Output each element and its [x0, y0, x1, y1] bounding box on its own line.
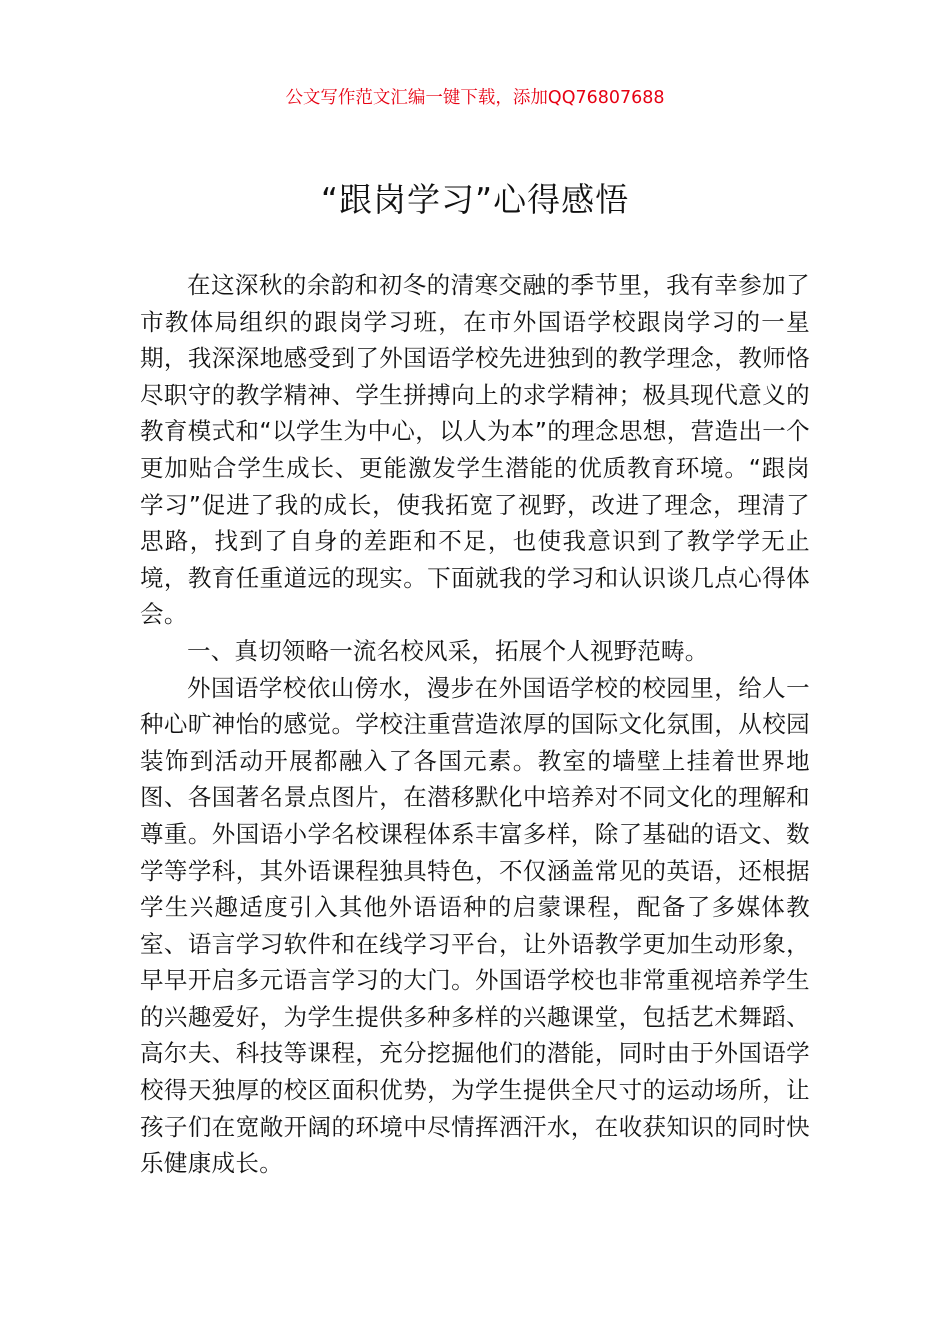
document-body	[140, 267, 810, 1182]
section-heading-1: 一、真切领略一流名校风采，拓展个人视野范畴。	[187, 636, 709, 665]
document-title: “跟岗学习”心得感悟	[320, 180, 630, 219]
paragraph-intro: 在这深秋的余韵和初冬的清寒交融的季节里，我有幸参加了市教体局组织的跟岗学习班，在市外国语学校跟岗学习的一星期，我深深地感受到了外国语学校先进独到的教学理念，教师恪尽职守的教学精神、学生拼搏向上的求学精神；极具现代意义的教育模式和“以学生为中心，以人为本”的理念思想，营造出一个更加贴合学生成长、更能激发学生潜能的优质教育环境。“跟岗学习”促进了我的成长，使我拓宽了视野，改进了理念，理清了思路，找到了自身的差距和不足，也使我意识到了教学学无止境，教育任重道远的现实。下面就我的学习和认识谈几点心得体会。	[140, 271, 810, 629]
paragraph-section-1: 外国语学校依山傍水，漫步在外国语学校的校园里，给人一种心旷神怡的感觉。学校注重营造浓厚的国际文化氛围，从校园装饰到活动开展都融入了各国元素。教室的墙壁上挂着世界地图、各国著名景点图片，在潜移默化中培养对不同文化的理解和尊重。外国语小学名校课程体系丰富多样，除了基础的语文、数学等学科，其外语课程独具特色，不仅涵盖常见的英语，还根据学生兴趣适度引入其他外语语种的启蒙课程，配备了多媒体教室、语言学习软件和在线学习平台，让外语教学更加生动形象，早早开启多元语言学习的大门。外国语学校也非常重视培养学生的兴趣爱好，为学生提供多种多样的兴趣课堂，包括艺术舞蹈、高尔夫、科技等课程，充分挖掘他们的潜能，同时由于外国语学校得天独厚的校区面积优势，为学生提供全尺寸的运动场所，让孩子们在宽敞开阔的环境中尽情挥洒汗水，在收获知识的同时快乐健康成长。	[140, 673, 810, 1178]
download-notice: 公文写作范文汇编一键下载，添加QQ76807688	[285, 88, 665, 108]
